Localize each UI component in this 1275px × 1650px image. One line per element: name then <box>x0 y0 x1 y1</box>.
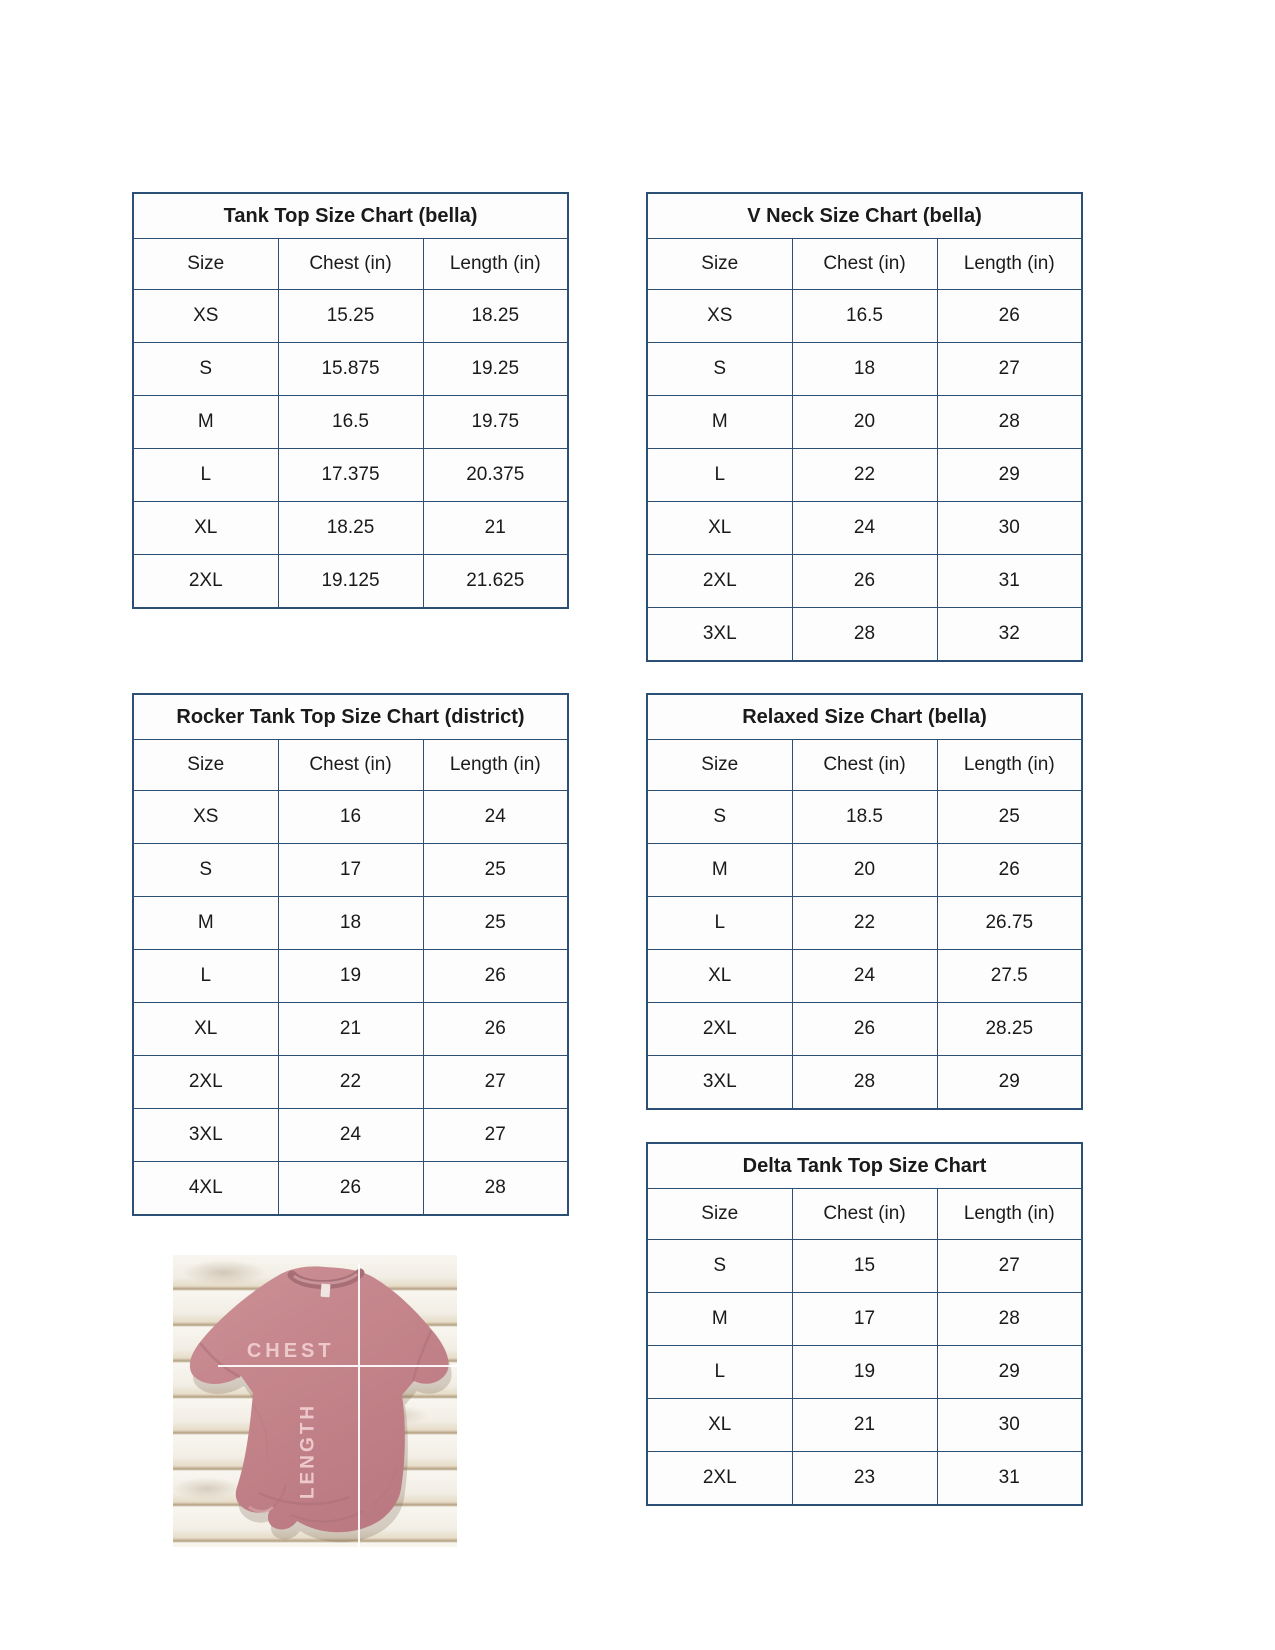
table-row <box>647 1346 1082 1399</box>
table-row <box>647 449 1082 502</box>
table-cell: 18.25 <box>278 502 423 555</box>
table-cell: 19.75 <box>423 396 568 449</box>
table-cell: XS <box>133 290 278 343</box>
table-cell: M <box>133 396 278 449</box>
table-cell: 25 <box>937 791 1082 844</box>
column-header: Length (in) <box>937 1189 1082 1240</box>
table-row <box>133 1162 568 1216</box>
table-cell: 22 <box>278 1056 423 1109</box>
table-row <box>133 844 568 897</box>
table-cell: S <box>133 343 278 396</box>
table-row <box>647 1003 1082 1056</box>
table-cell: 24 <box>278 1109 423 1162</box>
table-header-row <box>647 239 1082 290</box>
table-cell: 17.375 <box>278 449 423 502</box>
table-cell: 25 <box>423 897 568 950</box>
table-cell: 18.25 <box>423 290 568 343</box>
column-header: Chest (in) <box>278 740 423 791</box>
table-cell: 26 <box>423 950 568 1003</box>
table-cell: 29 <box>937 1346 1082 1399</box>
table-cell: 19 <box>792 1346 937 1399</box>
table-cell: 16.5 <box>278 396 423 449</box>
table-cell: 29 <box>937 1056 1082 1110</box>
table-cell: 19.25 <box>423 343 568 396</box>
column-header: Length (in) <box>423 740 568 791</box>
table-cell: 27 <box>937 1240 1082 1293</box>
table-row <box>647 1293 1082 1346</box>
table-cell: 17 <box>278 844 423 897</box>
table-cell: 15 <box>792 1240 937 1293</box>
table-cell: XL <box>133 1003 278 1056</box>
table-cell: 4XL <box>133 1162 278 1216</box>
table-cell: 22 <box>792 449 937 502</box>
table-header-row <box>133 740 568 791</box>
table-cell: 3XL <box>647 608 792 662</box>
length-measure-line <box>358 1264 360 1547</box>
table-title: Relaxed Size Chart (bella) <box>647 694 1082 740</box>
table-cell: 28 <box>937 396 1082 449</box>
table-header-row <box>647 1189 1082 1240</box>
table-cell: 18 <box>792 343 937 396</box>
table-title: Tank Top Size Chart (bella) <box>133 193 568 239</box>
table-cell: L <box>647 897 792 950</box>
table-cell: 24 <box>423 791 568 844</box>
table-cell: 30 <box>937 1399 1082 1452</box>
table-cell: 26 <box>278 1162 423 1216</box>
table-row <box>647 608 1082 662</box>
table-row <box>133 290 568 343</box>
table-cell: 22 <box>792 897 937 950</box>
table-cell: M <box>133 897 278 950</box>
table-cell: 20 <box>792 396 937 449</box>
column-header: Size <box>647 740 792 791</box>
table-row <box>133 1003 568 1056</box>
table-cell: S <box>647 1240 792 1293</box>
table-cell: 3XL <box>647 1056 792 1110</box>
table-row <box>647 791 1082 844</box>
table-cell: 28.25 <box>937 1003 1082 1056</box>
table-cell: 2XL <box>133 1056 278 1109</box>
table-cell: 16 <box>278 791 423 844</box>
table-cell: XS <box>647 290 792 343</box>
table-cell: 16.5 <box>792 290 937 343</box>
table-cell: XS <box>133 791 278 844</box>
table-cell: 26 <box>937 290 1082 343</box>
table-cell: 2XL <box>647 1003 792 1056</box>
table-row <box>133 343 568 396</box>
table-cell: XL <box>647 1399 792 1452</box>
tank-top-size-chart-table <box>132 192 569 609</box>
column-header: Chest (in) <box>792 1189 937 1240</box>
delta-tank-top-size-chart-table <box>646 1142 1083 1506</box>
t-shirt-illustration <box>173 1255 457 1547</box>
table-cell: 28 <box>423 1162 568 1216</box>
table-cell: S <box>133 844 278 897</box>
table-cell: M <box>647 1293 792 1346</box>
chest-label: CHEST <box>246 1340 335 1363</box>
table-title: Delta Tank Top Size Chart <box>647 1143 1082 1189</box>
table-cell: XL <box>133 502 278 555</box>
column-header: Size <box>647 239 792 290</box>
table-cell: 15.875 <box>278 343 423 396</box>
table-header-row <box>647 740 1082 791</box>
table-cell: 30 <box>937 502 1082 555</box>
length-label: LENGTH <box>297 1402 319 1499</box>
table-cell: M <box>647 396 792 449</box>
table-cell: 2XL <box>647 555 792 608</box>
table-cell: 28 <box>937 1293 1082 1346</box>
table-cell: 2XL <box>133 555 278 609</box>
table-cell: 24 <box>792 950 937 1003</box>
table-cell: 25 <box>423 844 568 897</box>
table-cell: 32 <box>937 608 1082 662</box>
table-row <box>647 396 1082 449</box>
table-cell: S <box>647 343 792 396</box>
table-cell: 18 <box>278 897 423 950</box>
table-cell: 21.625 <box>423 555 568 609</box>
table-cell: 23 <box>792 1452 937 1506</box>
table-cell: 27 <box>423 1056 568 1109</box>
table-cell: L <box>647 1346 792 1399</box>
table-cell: 24 <box>792 502 937 555</box>
table-header-row <box>133 239 568 290</box>
table-cell: 27 <box>937 343 1082 396</box>
table-cell: S <box>647 791 792 844</box>
table-cell: 26 <box>937 844 1082 897</box>
column-header: Length (in) <box>937 740 1082 791</box>
rocker-tank-top-size-chart-table <box>132 693 569 1216</box>
table-cell: 20 <box>792 844 937 897</box>
table-row <box>647 290 1082 343</box>
table-cell: 26 <box>423 1003 568 1056</box>
v-neck-size-chart-table <box>646 192 1083 662</box>
column-header: Size <box>647 1189 792 1240</box>
table-cell: 27.5 <box>937 950 1082 1003</box>
column-header: Chest (in) <box>792 740 937 791</box>
table-row <box>133 950 568 1003</box>
table-cell: 31 <box>937 1452 1082 1506</box>
relaxed-size-chart-table <box>646 693 1083 1110</box>
table-cell: XL <box>647 950 792 1003</box>
table-cell: 19.125 <box>278 555 423 609</box>
column-header: Size <box>133 740 278 791</box>
column-header: Length (in) <box>423 239 568 290</box>
table-cell: L <box>133 449 278 502</box>
chest-measure-line <box>218 1365 457 1367</box>
table-row <box>133 396 568 449</box>
table-cell: 21 <box>278 1003 423 1056</box>
table-cell: 3XL <box>133 1109 278 1162</box>
table-cell: 21 <box>423 502 568 555</box>
table-row <box>133 1109 568 1162</box>
table-row <box>647 1056 1082 1110</box>
table-cell: 28 <box>792 1056 937 1110</box>
table-cell: 21 <box>792 1399 937 1452</box>
table-row <box>647 343 1082 396</box>
table-cell: 2XL <box>647 1452 792 1506</box>
table-row <box>647 1240 1082 1293</box>
table-row <box>133 1056 568 1109</box>
table-cell: L <box>647 449 792 502</box>
table-row <box>133 791 568 844</box>
table-row <box>647 897 1082 950</box>
table-cell: 29 <box>937 449 1082 502</box>
table-row <box>133 555 568 609</box>
table-row <box>133 897 568 950</box>
table-row <box>647 1399 1082 1452</box>
table-cell: 19 <box>278 950 423 1003</box>
table-row <box>133 449 568 502</box>
table-cell: 28 <box>792 608 937 662</box>
table-title: V Neck Size Chart (bella) <box>647 193 1082 239</box>
table-cell: 26 <box>792 555 937 608</box>
table-title: Rocker Tank Top Size Chart (district) <box>133 694 568 740</box>
column-header: Chest (in) <box>278 239 423 290</box>
shirt-measurement-photo <box>173 1255 457 1547</box>
table-cell: M <box>647 844 792 897</box>
column-header: Size <box>133 239 278 290</box>
table-cell: 31 <box>937 555 1082 608</box>
table-row <box>647 1452 1082 1506</box>
table-cell: 26 <box>792 1003 937 1056</box>
column-header: Length (in) <box>937 239 1082 290</box>
table-row <box>647 555 1082 608</box>
table-row <box>647 502 1082 555</box>
table-cell: 15.25 <box>278 290 423 343</box>
table-cell: 27 <box>423 1109 568 1162</box>
table-cell: XL <box>647 502 792 555</box>
table-cell: 26.75 <box>937 897 1082 950</box>
table-row <box>133 502 568 555</box>
table-cell: L <box>133 950 278 1003</box>
table-row <box>647 844 1082 897</box>
table-cell: 17 <box>792 1293 937 1346</box>
table-cell: 18.5 <box>792 791 937 844</box>
table-cell: 20.375 <box>423 449 568 502</box>
column-header: Chest (in) <box>792 239 937 290</box>
table-row <box>647 950 1082 1003</box>
